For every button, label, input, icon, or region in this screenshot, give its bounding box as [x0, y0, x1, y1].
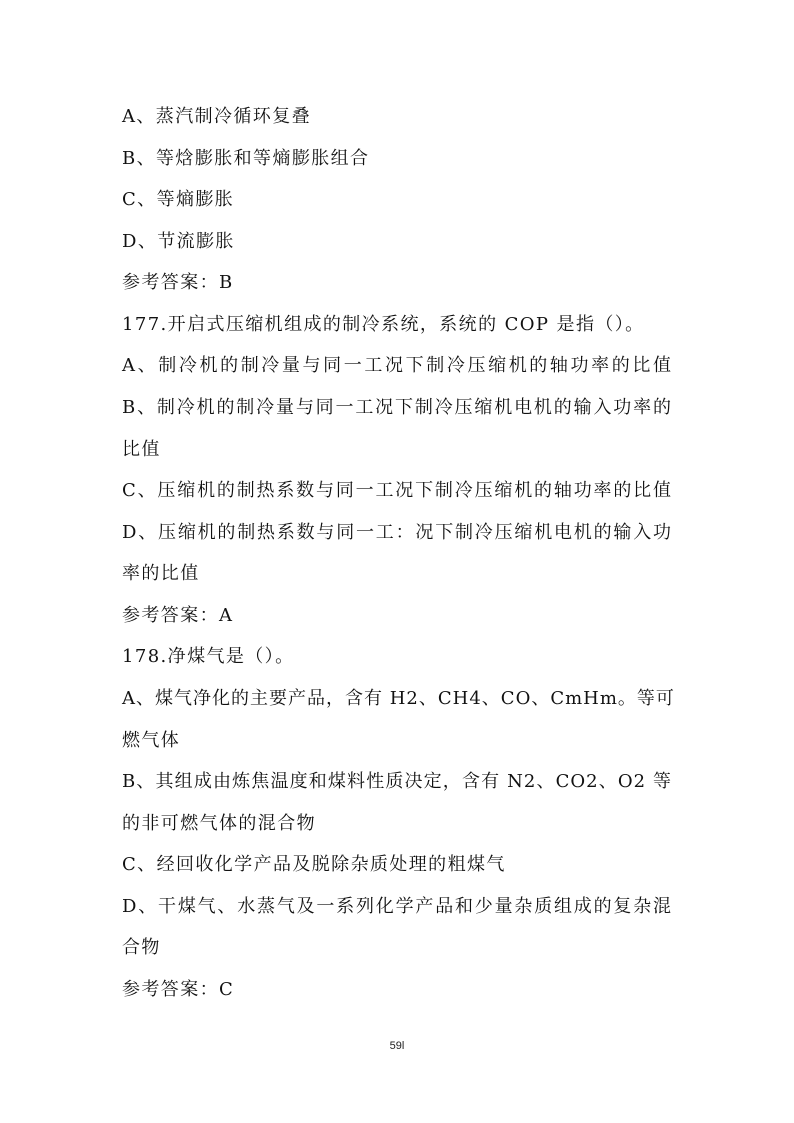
q177-option-d-cont: 率的比值 — [122, 563, 200, 584]
q178-question: 178.净煤气是（）。 — [122, 646, 295, 667]
q178-option-c: C、经回收化学产品及脱除杂质处理的粗煤气 — [122, 854, 506, 875]
q176-option-c: C、等熵膨胀 — [122, 189, 235, 210]
q177-option-b: B、制冷机的制冷量与同一工况下制冷压缩机电机的输入功率的 — [122, 397, 672, 418]
q177-question: 177.开启式压缩机组成的制冷系统，系统的 COP 是指（）。 — [122, 314, 645, 335]
q178-option-d-cont: 合物 — [122, 937, 161, 958]
q176-answer: 参考答案：B — [122, 272, 234, 293]
q177-option-a: A、制冷机的制冷量与同一工况下制冷压缩机的轴功率的比值 — [122, 355, 672, 376]
q178-answer: 参考答案：C — [122, 979, 235, 1000]
q177-option-c: C、压缩机的制热系数与同一工况下制冷压缩机的轴功率的比值 — [122, 480, 672, 501]
q176-option-b: B、等焓膨胀和等熵膨胀组合 — [122, 148, 370, 169]
q176-option-a: A、蒸汽制冷循环复叠 — [122, 106, 311, 127]
q178-option-a: A、煤气净化的主要产品，含有 H2、CH4、CO、CmHm。等可 — [122, 688, 675, 709]
q178-option-a-cont: 燃气体 — [122, 730, 181, 751]
q176-option-d: D、节流膨胀 — [122, 231, 235, 252]
q178-option-b: B、其组成由炼焦温度和煤料性质决定，含有 N2、CO2、O2 等 — [122, 771, 672, 792]
q178-option-b-cont: 的非可燃气体的混合物 — [122, 813, 316, 834]
q177-answer: 参考答案：A — [122, 605, 234, 626]
page-number: 59l — [389, 1040, 405, 1052]
q178-option-d: D、干煤气、水蒸气及一系列化学产品和少量杂质组成的复杂混 — [122, 896, 672, 917]
q177-option-d: D、压缩机的制热系数与同一工：况下制冷压缩机电机的输入功 — [122, 522, 672, 543]
q177-option-b-cont: 比值 — [122, 439, 161, 460]
